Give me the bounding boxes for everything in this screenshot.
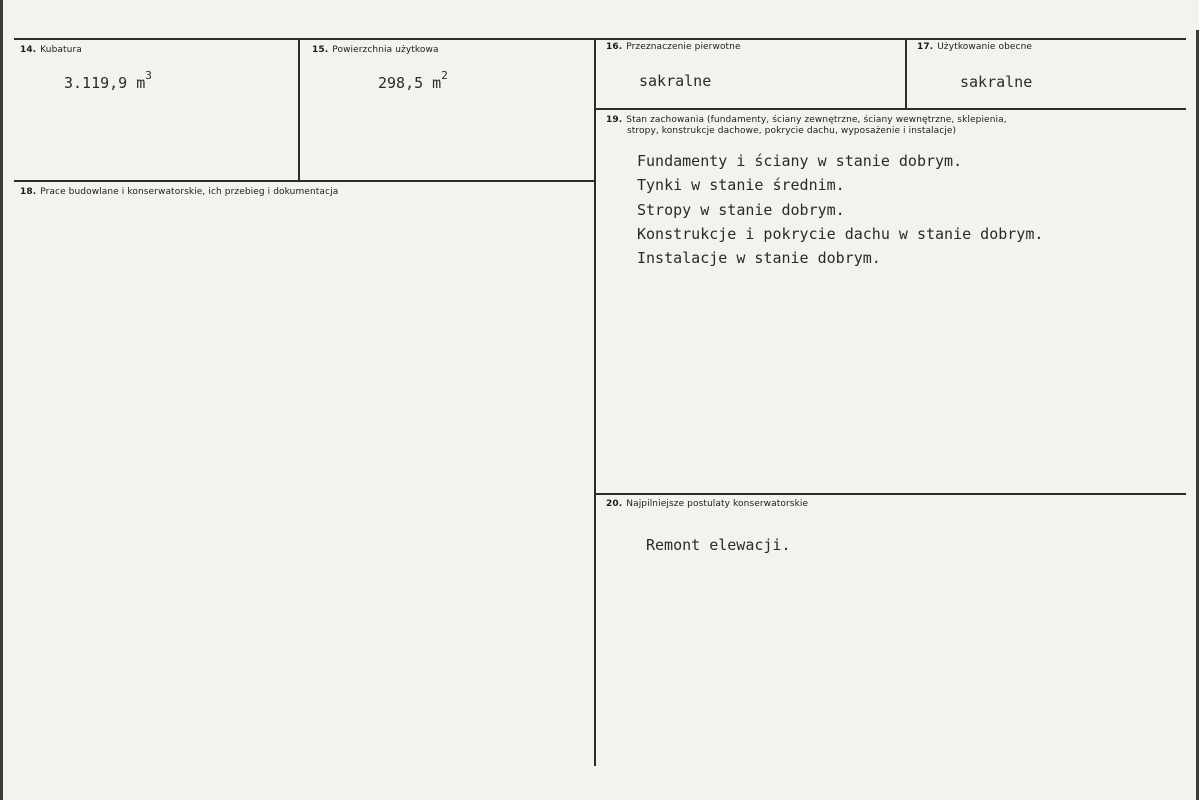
field-16-value: sakralne <box>639 72 712 90</box>
field-16-label: 16. Przeznaczenie pierwotne <box>606 42 741 52</box>
field-20-value: Remont elewacji. <box>646 536 791 554</box>
field-20-label: 20. Najpilniejsze postulaty konserwatorskie <box>606 499 809 509</box>
rule-under-14-15 <box>14 180 595 182</box>
field-15-value: 298,5 $m^2$ <box>378 69 448 92</box>
field-19-label-cont: stropy, konstrukcje dachowe, pokrycie dachu, wyposażenie i instalacje) <box>627 126 957 136</box>
field-19-label: 19. Stan zachowania (fundamenty, ściany zewnętrzne, ściany wewnętrzne, sklepienia, <box>606 115 1007 125</box>
field-17-label: 17. Użytkowanie obecne <box>917 42 1033 52</box>
field-15-label: 15. Powierzchnia użytkowa <box>312 45 439 55</box>
left-edge-border <box>0 0 3 800</box>
condition-line: Tynki w stanie średnim. <box>637 176 845 194</box>
top-rule <box>14 38 1186 40</box>
condition-line: Fundamenty i ściany w stanie dobrym. <box>637 152 963 170</box>
field-17-value: sakralne <box>960 73 1033 91</box>
center-divider <box>594 38 596 766</box>
rule-under-16-17 <box>596 108 1186 110</box>
condition-line: Instalacje w stanie dobrym. <box>637 249 881 267</box>
divider-16-17 <box>905 38 907 108</box>
field-18-label: 18. Prace budowlane i konserwatorskie, ich przebieg i dokumentacja <box>20 187 339 197</box>
condition-line: Konstrukcje i pokrycie dachu w stanie dobrym. <box>637 225 1044 243</box>
field-14-value: 3.119,9 $m^3$ <box>64 69 152 92</box>
field-14-label: 14. Kubatura <box>20 45 82 55</box>
rule-above-20 <box>596 493 1186 495</box>
divider-14-15 <box>298 38 300 180</box>
condition-line: Stropy w stanie dobrym. <box>637 201 845 219</box>
